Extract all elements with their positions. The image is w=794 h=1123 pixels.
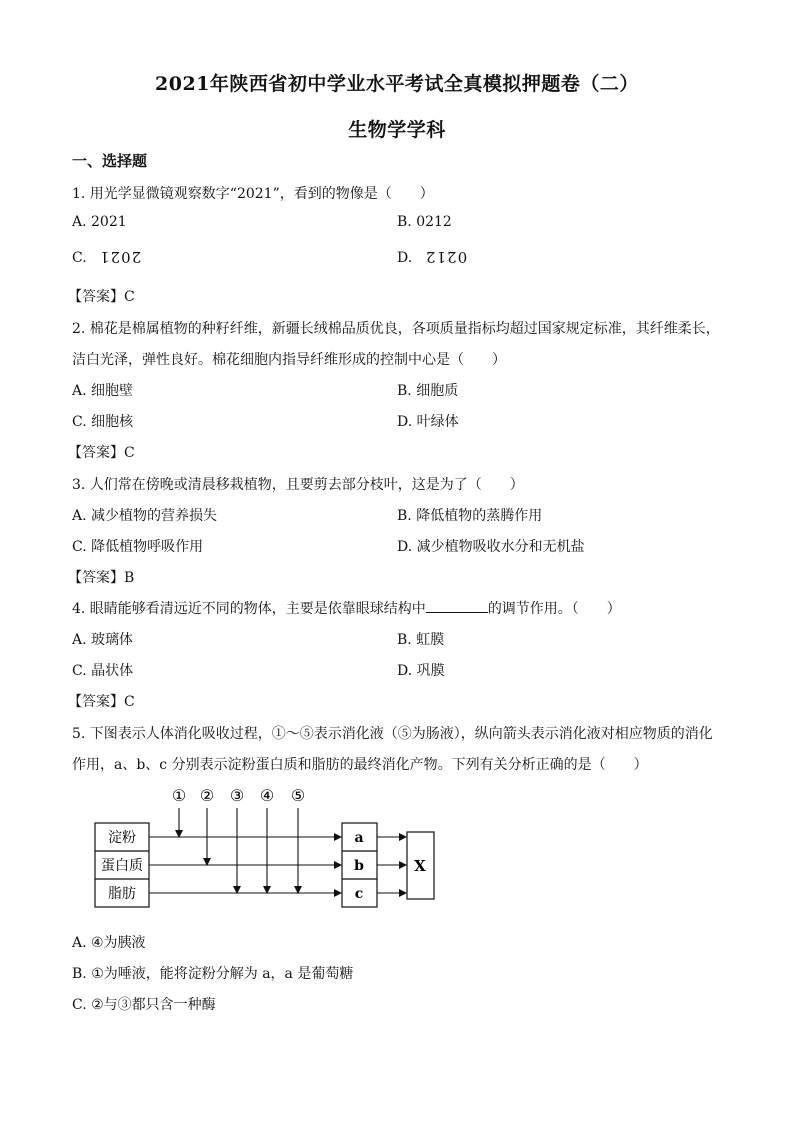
juice-label-1: ①	[171, 786, 187, 805]
flipped-number-d: 0212	[424, 248, 467, 266]
question-4-option-d: D. 巩膜	[397, 663, 445, 679]
question-5-option-b: B. ①为唾液，能将淀粉分解为 a，a 是葡萄糖	[72, 966, 354, 982]
question-3-option-a: A. 减少植物的营养损失	[72, 508, 218, 524]
option-c-label: C.	[72, 250, 87, 266]
x-label: X	[414, 857, 426, 875]
question-5-option-c: C. ②与③都只含一种酶	[72, 997, 216, 1013]
question-5-stem-line1: 5. 下图表示人体消化吸收过程，①～⑤表示消化液（⑤为肠液），纵向箭头表示消化液对相应物质的消化	[72, 726, 713, 742]
question-2-stem-line1: 2. 棉花是棉属植物的种籽纤维，新疆长绒棉品质优良，各项质量指标均超过国家规定标准，其纤维柔长，	[72, 321, 720, 337]
juice-label-4: ④	[259, 786, 275, 805]
question-5-stem-line2: 作用，a、b、c 分别表示淀粉蛋白质和脂肪的最终消化产物。下列有关分析正确的是（ ）	[72, 757, 648, 773]
substance-starch: 淀粉	[108, 830, 136, 846]
question-3-option-c: C. 降低植物呼吸作用	[72, 539, 204, 555]
question-1-stem: 1. 用光学显微镜观察数字“2021”，看到的物像是（ ）	[72, 186, 434, 202]
question-4-stem-before: 4. 眼睛能够看清远近不同的物体，主要是依靠眼球结构中	[72, 601, 426, 617]
question-2-option-a: A. 细胞壁	[72, 383, 134, 399]
section-heading: 一、选择题	[72, 152, 148, 170]
question-4-answer: 【答案】C	[68, 694, 135, 710]
question-3-option-b: B. 降低植物的蒸腾作用	[397, 508, 543, 524]
product-c: c	[354, 886, 364, 902]
juice-label-3: ③	[229, 786, 245, 805]
flipped-number-c: 2021	[99, 248, 142, 266]
exam-title: 2021年陕西省初中学业水平考试全真模拟押题卷（二）	[155, 73, 639, 95]
question-4-stem-after: 的调节作用。（ ）	[487, 601, 621, 617]
substance-fat: 脂肪	[108, 886, 136, 902]
digestion-diagram	[80, 783, 450, 918]
exam-subtitle: 生物学学科	[348, 119, 446, 141]
question-4-option-c: C. 晶状体	[72, 663, 134, 679]
fill-blank	[426, 598, 488, 613]
product-b: b	[354, 858, 364, 874]
question-1-option-b: B. 0212	[397, 214, 452, 230]
substance-protein: 蛋白质	[101, 858, 143, 874]
question-2-option-d: D. 叶绿体	[397, 414, 459, 430]
question-2-answer: 【答案】C	[68, 445, 135, 461]
question-3-stem: 3. 人们常在傍晚或清晨移栽植物，且要剪去部分枝叶，这是为了（ ）	[72, 477, 524, 493]
question-5-option-a: A. ④为胰液	[72, 935, 146, 951]
question-1-option-a: A. 2021	[72, 214, 127, 230]
question-3-option-d: D. 减少植物吸收水分和无机盐	[397, 539, 585, 555]
question-2-option-b: B. 细胞质	[397, 383, 459, 399]
question-2-option-c: C. 细胞核	[72, 414, 134, 430]
question-4-option-b: B. 虹膜	[397, 632, 445, 648]
question-2-stem-line2: 洁白光泽，弹性良好。棉花细胞内指导纤维形成的控制中心是（ ）	[72, 352, 506, 368]
option-d-label: D.	[397, 250, 413, 266]
juice-label-5: ⑤	[290, 786, 306, 805]
juice-label-2: ②	[199, 786, 215, 805]
question-1-option-d	[397, 248, 467, 266]
question-1-answer: 【答案】C	[68, 289, 135, 305]
product-a: a	[354, 830, 364, 846]
question-1-option-c	[72, 248, 141, 266]
question-4-stem	[72, 598, 621, 618]
question-3-answer: 【答案】B	[68, 570, 135, 586]
question-4-option-a: A. 玻璃体	[72, 632, 134, 648]
